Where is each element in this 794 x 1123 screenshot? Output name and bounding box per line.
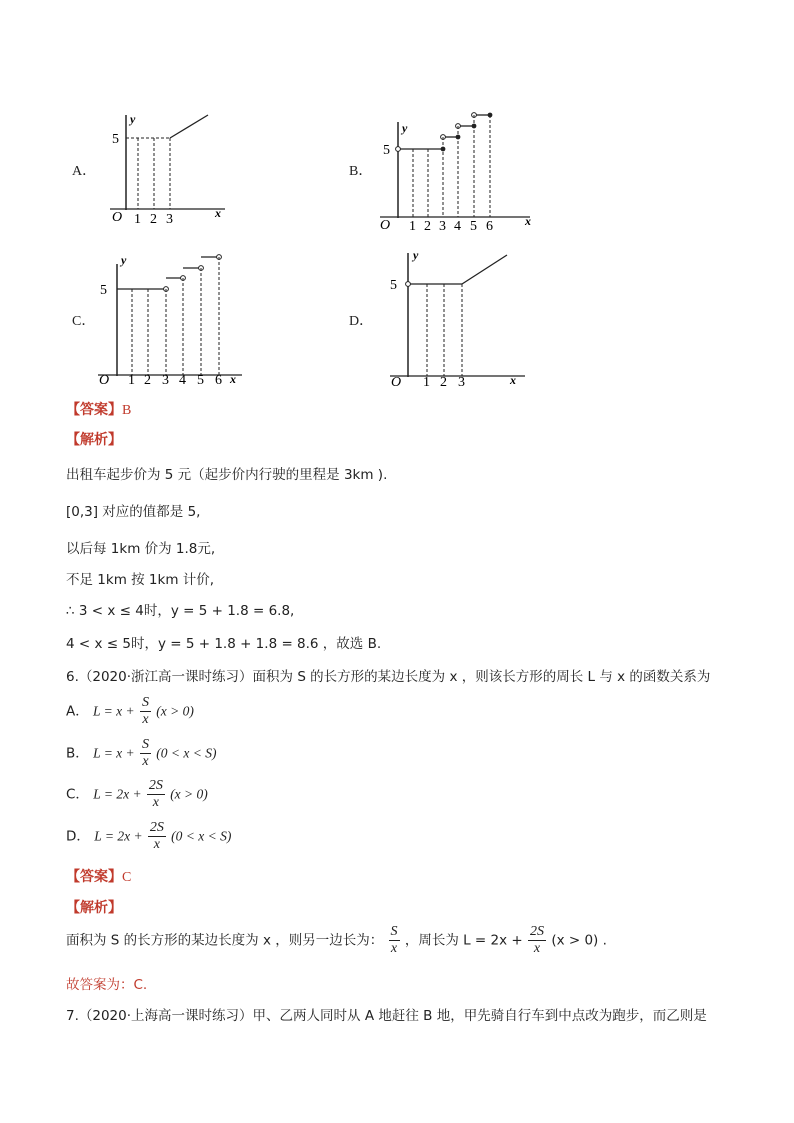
fraction: $\frac{S}{x}$ xyxy=(390,924,398,956)
svg-text:5: 5 xyxy=(390,278,397,293)
q5-answer xyxy=(66,399,131,419)
svg-text:x: x xyxy=(510,373,516,387)
svg-text:O: O xyxy=(99,373,110,388)
q6-option-c xyxy=(66,779,208,810)
expr-cond: (x > 0) xyxy=(170,786,208,802)
q5-line-6: 4 < x ≤ 5时，y = 5 + 1.8 + 1.8 = 8.6 ，故选 B. xyxy=(66,636,382,652)
svg-text:x: x xyxy=(230,372,236,386)
q6-stem: 6.（2020·浙江高一课时练习）面积为 S 的长方形的某边长度为 x ，则该长方形的周长 L 与 x 的函数关系为 xyxy=(66,669,711,685)
expr-cond: (0 < x < S) xyxy=(171,828,232,844)
answer-tag: 【答案】 xyxy=(66,402,122,418)
svg-text:2: 2 xyxy=(424,219,431,234)
graph-c xyxy=(90,250,250,388)
svg-text:y: y xyxy=(402,121,408,135)
q7-stem: 7.（2020·上海高一课时练习）甲、乙两人同时从 A 地赶往 B 地，甲先骑自行车到中点改为跑步，而乙则是 xyxy=(66,1008,707,1024)
expr-lhs: L = 2x + xyxy=(94,828,143,844)
graph-a xyxy=(100,105,235,230)
svg-text:3: 3 xyxy=(439,219,446,234)
svg-text:2: 2 xyxy=(144,373,151,388)
expr-cond: (0 < x < S) xyxy=(156,745,217,761)
svg-text:1: 1 xyxy=(423,375,430,390)
y-five-label: 5 xyxy=(112,132,119,147)
q5-line-4: 不足 1km 按 1km 计价, xyxy=(66,572,215,588)
svg-text:5: 5 xyxy=(470,219,477,234)
answer-value: B xyxy=(122,403,132,418)
q5-line-5: ∴ 3 < x ≤ 4时，y = 5 + 1.8 = 6.8, xyxy=(66,603,295,619)
answer-value: C xyxy=(122,870,132,885)
svg-text:O: O xyxy=(380,218,391,233)
option-label: A． xyxy=(66,703,89,720)
svg-text:5: 5 xyxy=(197,373,204,388)
fraction: $\frac{S}{x}$ xyxy=(141,737,149,769)
option-b-label: B． xyxy=(349,164,373,179)
fraction: $\frac{2S}{x}$ xyxy=(149,820,164,852)
tick-label: 3 xyxy=(166,212,173,227)
graph-d xyxy=(380,245,530,390)
svg-text:x: x xyxy=(525,214,531,228)
option-label: B． xyxy=(66,745,89,762)
expr-cond: (x > 0) xyxy=(156,703,194,719)
q6-conclusion: 故答案为：C. xyxy=(66,977,148,993)
fraction: $\frac{2S}{x}$ xyxy=(530,924,545,956)
svg-text:3: 3 xyxy=(458,375,465,390)
expr-lhs: L = x + xyxy=(93,703,135,719)
x-axis-label: x xyxy=(215,206,221,220)
q6-option-a xyxy=(66,696,194,727)
option-d-label: D． xyxy=(349,314,374,329)
q6-analysis-tag: 【解析】 xyxy=(66,900,122,916)
q6-analysis-text: 面积为 S 的长方形的某边长度为 x ，则另一边长为： $\frac{S}{x}$ ，周长为 L = 2x + $\frac{2S}{x}$ (x > 0) . xyxy=(66,924,607,956)
fraction: $\frac{2S}{x}$ xyxy=(148,778,163,810)
expr-lhs: L = 2x + xyxy=(93,786,142,802)
answer-tag: 【答案】 xyxy=(66,869,122,885)
q6-answer xyxy=(66,866,131,886)
graph-b xyxy=(375,110,540,235)
graph-a-line xyxy=(170,115,208,138)
svg-text:4: 4 xyxy=(179,373,186,388)
q6-option-b xyxy=(66,738,216,769)
svg-text:y: y xyxy=(413,248,419,262)
tick-label: 1 xyxy=(134,212,141,227)
option-c-label: C． xyxy=(72,314,96,329)
fraction: $\frac{S}{x}$ xyxy=(141,695,149,727)
svg-text:y: y xyxy=(121,253,127,267)
svg-text:4: 4 xyxy=(454,219,461,234)
svg-text:1: 1 xyxy=(409,219,416,234)
svg-text:5: 5 xyxy=(100,283,107,298)
q5-analysis-tag: 【解析】 xyxy=(66,432,122,448)
svg-text:6: 6 xyxy=(486,219,493,234)
option-label: C． xyxy=(66,786,89,803)
q5-line-3: 以后每 1km 价为 1.8元, xyxy=(66,541,216,557)
q5-line-2: [0,3] 对应的值都是 5, xyxy=(66,504,201,520)
y-axis-label: y xyxy=(130,112,136,126)
tick-label: 2 xyxy=(150,212,157,227)
q5-line-1: 出租车起步价为 5 元（起步价内行驶的里程是 3km ). xyxy=(66,467,388,483)
origin-label: O xyxy=(112,210,123,225)
svg-text:1: 1 xyxy=(128,373,135,388)
option-label: D． xyxy=(66,828,90,845)
svg-text:O: O xyxy=(391,375,402,390)
q6-option-d xyxy=(66,821,231,852)
svg-text:6: 6 xyxy=(215,373,222,388)
svg-text:3: 3 xyxy=(162,373,169,388)
svg-text:2: 2 xyxy=(440,375,447,390)
svg-text:5: 5 xyxy=(383,143,390,158)
expr-lhs: L = x + xyxy=(93,745,135,761)
option-a-label: A． xyxy=(72,164,97,179)
